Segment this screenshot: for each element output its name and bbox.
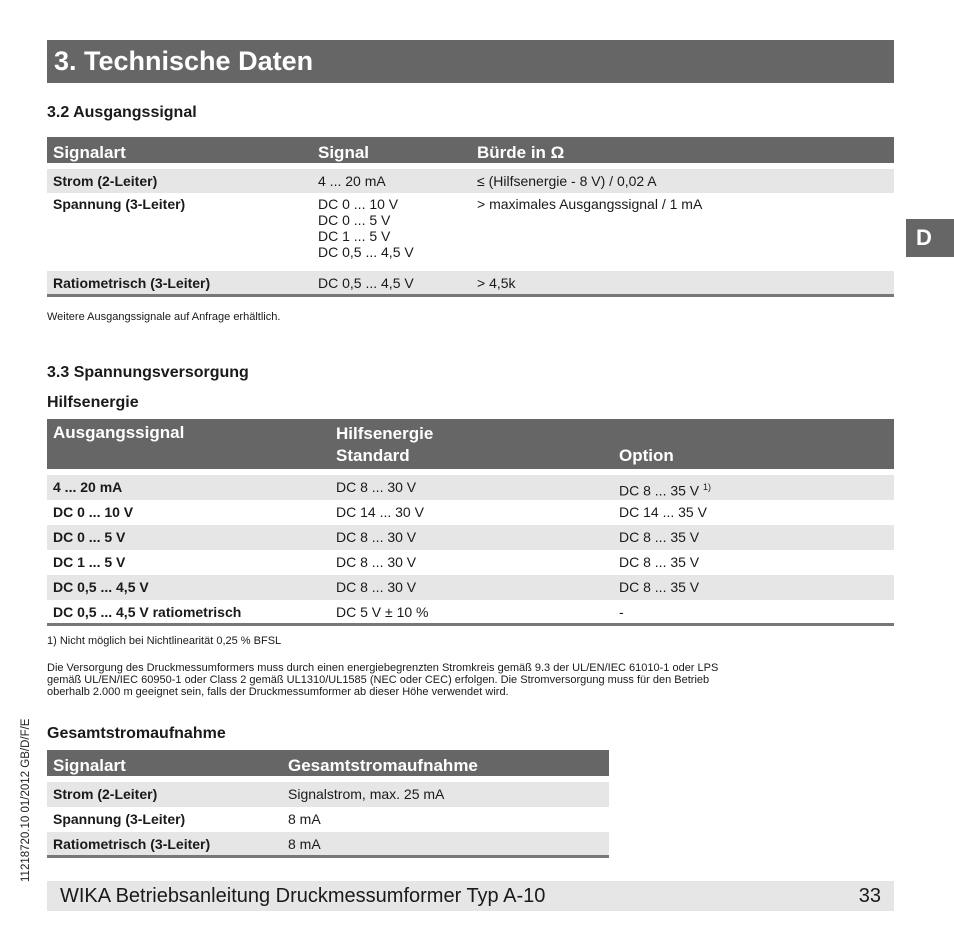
header-signalart: Signalart xyxy=(47,137,312,163)
page-number: 33 xyxy=(858,885,881,907)
header-signalart: Signalart xyxy=(47,750,282,776)
table-row xyxy=(47,600,894,624)
header-option: Option xyxy=(613,419,894,469)
row-standard: DC 8 ... 30 V xyxy=(330,475,613,500)
stromaufnahme-table xyxy=(47,750,609,858)
row-signalart: Strom (2-Leiter) xyxy=(47,782,282,807)
table-row xyxy=(47,807,609,832)
row-signalart: Ratiometrisch (3-Leiter) xyxy=(47,271,312,295)
row-signal: DC 0 ... 5 V xyxy=(47,525,330,550)
ausgangssignal-note: Weitere Ausgangssignale auf Anfrage erhältlich. xyxy=(47,311,281,323)
paragraph-line: gemäß UL/EN/IEC 60950-1 oder Class 2 gemäß UL1310/UL1585 (NEC oder CEC) erfolgen. Die Stromversorgung muss für den Betrieb xyxy=(47,674,710,686)
page-footer xyxy=(47,881,894,911)
row-signal-list xyxy=(312,193,471,271)
footnote: 1) Nicht möglich bei Nichtlinearität 0,25 % BFSL xyxy=(47,635,282,647)
table-row xyxy=(47,550,894,575)
paragraph-line: Die Versorgung des Druckmessumformers muss durch einen energiebegrenzten Stromkreis gemäß 9.3 der UL/EN/IEC 61010-1 oder LPS xyxy=(47,662,719,674)
document-id-text: 11218720.10 01/2012 GB/D/F/E xyxy=(20,718,32,882)
table-row xyxy=(47,525,894,550)
option-value: DC 8 ... 35 V xyxy=(619,482,700,499)
row-signal: 4 ... 20 mA xyxy=(312,169,471,193)
row-value: 8 mA xyxy=(282,832,609,856)
row-signal: DC 0 ... 10 V xyxy=(53,504,134,520)
row-signalart: Spannung (3-Leiter) xyxy=(53,196,186,212)
footer-title: WIKA Betriebsanleitung Druckmessumformer Typ A-10 xyxy=(60,885,546,907)
row-signal: 4 ... 20 mA xyxy=(47,475,330,500)
row-option: DC 8 ... 35 V xyxy=(613,575,894,600)
row-signalart: Ratiometrisch (3-Leiter) xyxy=(47,832,282,856)
signal-value: DC 0 ... 10 V xyxy=(318,196,399,212)
subtitle-gesamtstromaufnahme: Gesamtstromaufnahme xyxy=(47,725,226,742)
row-signal: DC 1 ... 5 V xyxy=(53,554,126,570)
table-row xyxy=(47,475,894,500)
row-signalart: Strom (2-Leiter) xyxy=(47,169,312,193)
row-value: Signalstrom, max. 25 mA xyxy=(282,782,609,807)
row-option: - xyxy=(613,600,894,624)
row-signalart: Spannung (3-Leiter) xyxy=(53,811,186,827)
header-gesamtstromaufnahme: Gesamtstromaufnahme xyxy=(282,750,609,776)
row-signal: DC 0,5 ... 4,5 V xyxy=(312,271,471,295)
signal-value: DC 0 ... 5 V xyxy=(318,212,391,228)
row-standard: DC 5 V ± 10 % xyxy=(330,600,613,624)
row-value: 8 mA xyxy=(288,811,321,827)
section-title-spannungsversorgung: 3.3 Spannungsversorgung xyxy=(47,364,249,381)
table-row xyxy=(47,832,609,856)
header-signal: Signal xyxy=(312,137,471,163)
row-option: DC 8 ... 35 V xyxy=(619,554,700,570)
signal-value: DC 0,5 ... 4,5 V xyxy=(318,244,414,260)
supply-paragraph xyxy=(47,662,894,698)
document-id xyxy=(20,680,34,882)
header-hilfsenergie-standard xyxy=(330,419,613,469)
row-signal: DC 0,5 ... 4,5 V xyxy=(47,575,330,600)
row-standard: DC 8 ... 30 V xyxy=(330,575,613,600)
table-row xyxy=(47,193,894,271)
header-ausgangssignal: Ausgangssignal xyxy=(47,419,330,469)
table-row xyxy=(47,169,894,193)
row-buerde: > maximales Ausgangssignal / 1 mA xyxy=(477,196,703,212)
header-hilfsenergie: Hilfsenergie xyxy=(336,424,434,443)
row-buerde: ≤ (Hilfsenergie - 8 V) / 0,02 A xyxy=(471,169,894,193)
signal-value: DC 1 ... 5 V xyxy=(318,228,391,244)
table-row xyxy=(47,575,894,600)
table-row xyxy=(47,500,894,525)
table-row xyxy=(47,782,609,807)
header-standard: Standard xyxy=(336,446,410,465)
paragraph-line: oberhalb 2.000 m geeignet sein, falls der Druckmessumformer ab dieser Höhe verwendet wird. xyxy=(47,686,509,698)
row-buerde: > 4,5k xyxy=(471,271,894,295)
row-standard: DC 14 ... 30 V xyxy=(336,504,424,520)
row-option: DC 8 ... 35 V xyxy=(613,525,894,550)
row-option xyxy=(613,475,894,500)
hilfsenergie-table xyxy=(47,419,894,626)
ausgangssignal-table xyxy=(47,137,894,297)
row-option: DC 14 ... 35 V xyxy=(619,504,707,520)
language-tab: D xyxy=(906,219,954,257)
table-row xyxy=(47,271,894,295)
row-standard: DC 8 ... 30 V xyxy=(336,554,417,570)
row-signal: DC 0,5 ... 4,5 V ratiometrisch xyxy=(47,600,330,624)
row-standard: DC 8 ... 30 V xyxy=(330,525,613,550)
section-title-ausgangssignal: 3.2 Ausgangssignal xyxy=(47,104,197,121)
subtitle-hilfsenergie: Hilfsenergie xyxy=(47,394,139,411)
header-buerde: Bürde in Ω xyxy=(471,137,894,163)
footnote-marker: 1) xyxy=(703,482,712,492)
chapter-title: 3. Technische Daten xyxy=(47,40,894,83)
